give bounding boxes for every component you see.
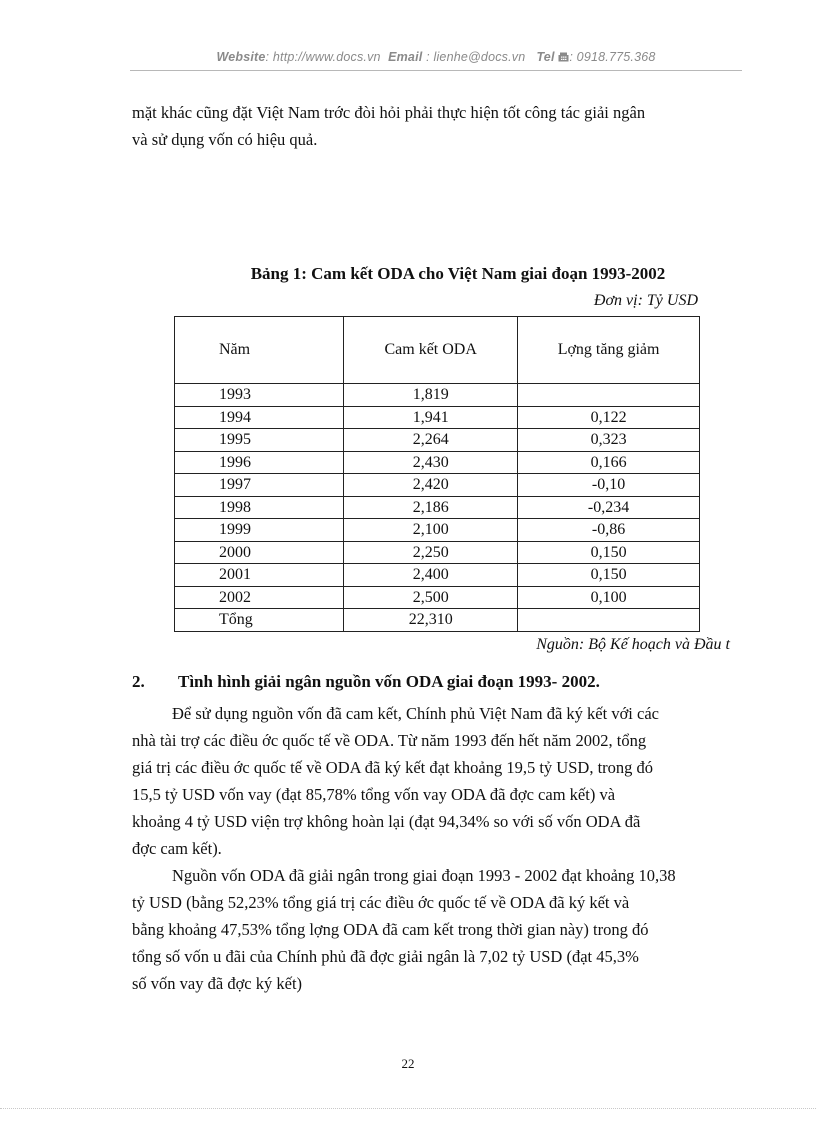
header-divider: [130, 70, 742, 71]
cell-commitment: 1,941: [344, 406, 518, 429]
body-line: đợc cam kết).: [132, 839, 222, 858]
website-value: : http://www.docs.vn: [265, 50, 381, 64]
header-change: Lợng tăng giảm: [518, 317, 700, 384]
cell-total-commitment: 22,310: [344, 609, 518, 632]
table-row: [175, 496, 700, 519]
cell-year: 2001: [175, 564, 344, 587]
table-row: [175, 406, 700, 429]
body-line: tỷ USD (bằng 52,23% tổng giá trị các điều ớc quốc tế về ODA đã ký kết và: [132, 893, 630, 912]
body-line: số vốn vay đã đợc ký kết): [132, 974, 303, 993]
cell-total-label: Tổng: [175, 609, 344, 632]
table-row: [175, 429, 700, 452]
cell-year: 1999: [175, 519, 344, 542]
phone-icon: [558, 51, 569, 61]
page-number: 22: [401, 1056, 415, 1071]
email-value: : lienhe@docs.vn: [426, 50, 526, 64]
header-year: Năm: [175, 317, 344, 384]
section-title: Tình hình giải ngân nguồn vốn ODA giai đoạn 1993- 2002.: [178, 672, 600, 691]
section-number: 2.: [132, 672, 145, 691]
cell-year: 1993: [175, 384, 344, 407]
email-label: Email: [388, 50, 423, 64]
cell-year: 2000: [175, 541, 344, 564]
tel-label: Tel: [536, 50, 555, 64]
page-header: [130, 50, 742, 64]
body-line: khoảng 4 tỷ USD viện trợ không hoàn lại (đạt 94,34% so với số vốn ODA đã: [132, 812, 641, 831]
cell-year: 1998: [175, 496, 344, 519]
body-line: Nguồn vốn ODA đã giải ngân trong giai đoạn 1993 - 2002 đạt khoảng 10,38: [172, 866, 676, 885]
cell-change: -0,86: [518, 519, 700, 542]
cell-year: 2002: [175, 586, 344, 609]
table-row: [175, 564, 700, 587]
body-paragraph-1: [132, 700, 740, 862]
body-line: bằng khoảng 47,53% tổng lợng ODA đã cam kết trong thời gian này) trong đó: [132, 920, 649, 939]
oda-commitment-table: [174, 316, 700, 632]
intro-line: mặt khác cũng đặt Việt Nam trớc đòi hỏi phải thực hiện tốt công tác giải ngân: [132, 103, 646, 122]
table-row: [175, 541, 700, 564]
table-total-row: [175, 609, 700, 632]
table-row: [175, 586, 700, 609]
cell-commitment: 2,264: [344, 429, 518, 452]
cell-year: 1995: [175, 429, 344, 452]
body-line: Để sử dụng nguồn vốn đã cam kết, Chính phủ Việt Nam đã ký kết với các: [172, 704, 659, 723]
cell-commitment: 2,500: [344, 586, 518, 609]
section-heading: [132, 672, 600, 692]
cell-change: -0,10: [518, 474, 700, 497]
tel-value: : 0918.775.368: [569, 50, 656, 64]
footer-divider: [0, 1108, 816, 1109]
intro-paragraph: [132, 99, 740, 153]
cell-commitment: 1,819: [344, 384, 518, 407]
cell-change: 0,122: [518, 406, 700, 429]
cell-commitment: 2,420: [344, 474, 518, 497]
header-commitment: Cam kết ODA: [344, 317, 518, 384]
table-source: Nguồn: Bộ Kế hoạch và Đầu t: [536, 636, 730, 653]
cell-commitment: 2,100: [344, 519, 518, 542]
website-label: Website: [216, 50, 266, 64]
cell-change: 0,323: [518, 429, 700, 452]
intro-line: và sử dụng vốn có hiệu quả.: [132, 130, 318, 149]
cell-year: 1994: [175, 406, 344, 429]
cell-commitment: 2,250: [344, 541, 518, 564]
cell-commitment: 2,400: [344, 564, 518, 587]
table-row: [175, 451, 700, 474]
body-line: tổng số vốn u đãi của Chính phủ đã đợc giải ngân là 7,02 tỷ USD (đạt 45,3%: [132, 947, 639, 966]
table-row: [175, 474, 700, 497]
table-row: [175, 384, 700, 407]
body-line: 15,5 tỷ USD vốn vay (đạt 85,78% tổng vốn vay ODA đã đợc cam kết) và: [132, 785, 616, 804]
cell-change: 0,166: [518, 451, 700, 474]
cell-commitment: 2,186: [344, 496, 518, 519]
cell-change: -0,234: [518, 496, 700, 519]
cell-change: 0,150: [518, 541, 700, 564]
cell-commitment: 2,430: [344, 451, 518, 474]
table-row: [175, 519, 700, 542]
body-paragraph-2: [132, 862, 740, 997]
body-line: nhà tài trợ các điều ớc quốc tế về ODA. Từ năm 1993 đến hết năm 2002, tổng: [132, 731, 647, 750]
cell-year: 1996: [175, 451, 344, 474]
table-unit: Đơn vị: Tỷ USD: [593, 292, 698, 309]
cell-change: [518, 384, 700, 407]
body-line: giá trị các điều ớc quốc tế về ODA đã ký kết đạt khoảng 19,5 tỷ USD, trong đó: [132, 758, 654, 777]
cell-change: [518, 609, 700, 632]
cell-change: 0,100: [518, 586, 700, 609]
cell-change: 0,150: [518, 564, 700, 587]
table-title: Bảng 1: Cam kết ODA cho Việt Nam giai đoạn 1993-2002: [250, 264, 666, 283]
cell-year: 1997: [175, 474, 344, 497]
